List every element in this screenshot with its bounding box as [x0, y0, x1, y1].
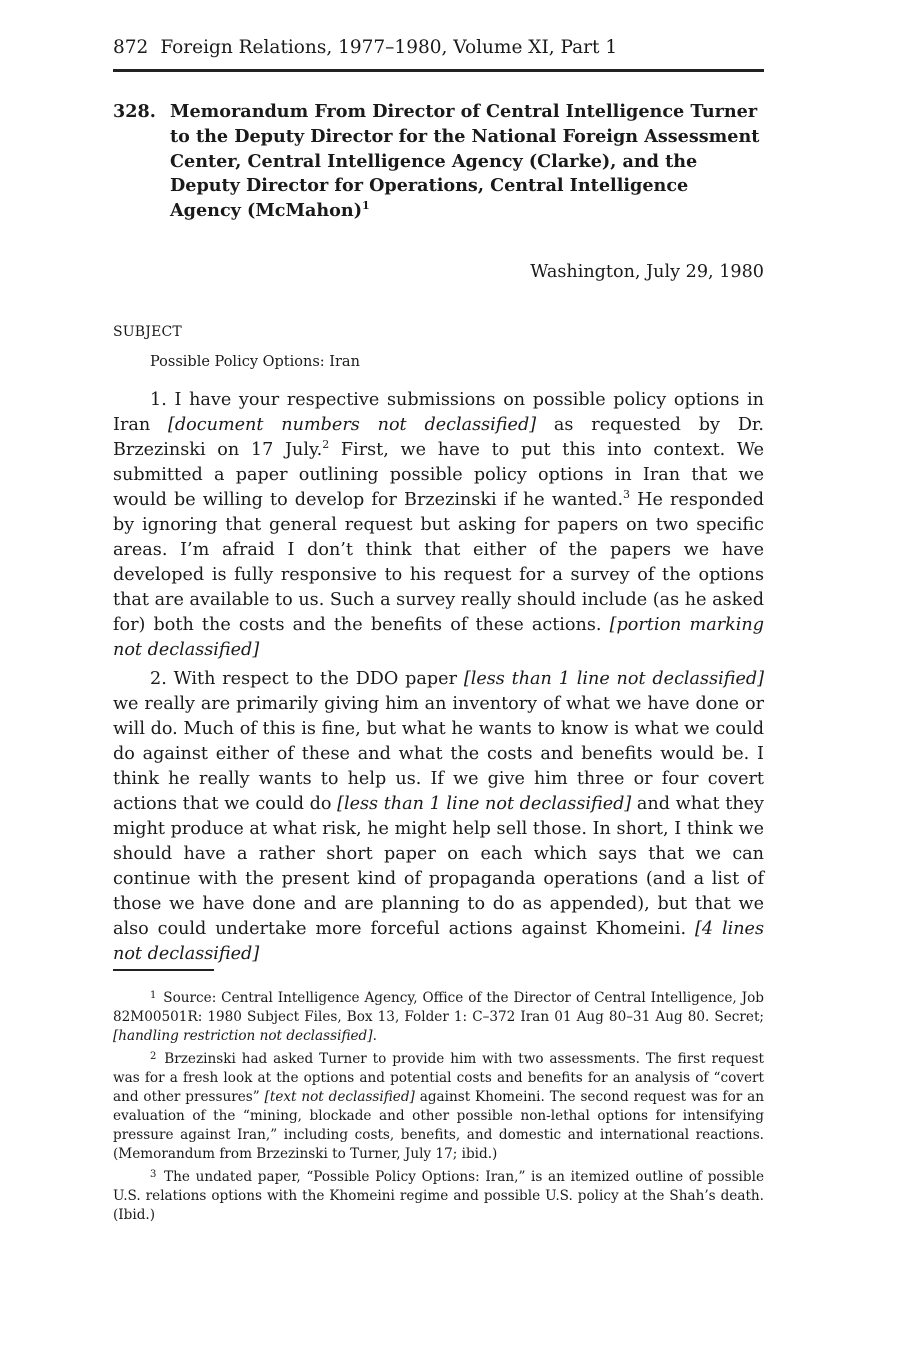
declassification-note: [handling restriction not declassified] — [113, 1028, 373, 1044]
declassification-note: [less than 1 line not declassified] — [463, 669, 764, 689]
running-header — [113, 37, 764, 58]
footnote-rule — [113, 969, 214, 971]
dateline: Washington, July 29, 1980 — [530, 262, 764, 282]
declassification-note: [4 lines not declassified] — [113, 919, 764, 964]
footnote-text: Brzezinski had asked Turner to provide him with two assessments. The first request was for a fresh look at the options and potential costs and benefits for an analysis of “covert and other pressures” — [113, 1051, 764, 1105]
paragraph-text: First, we have to put this into context. We submitted a paper outlining possible policy options in Iran that we would be willing to develop for Brzezinski if he wanted. — [113, 440, 764, 510]
paragraph-text: 2. With respect to the DDO paper — [150, 669, 464, 689]
subject-text: Possible Policy Options: Iran — [150, 354, 360, 370]
paragraph-1 — [113, 388, 764, 663]
document-number: 328. — [113, 101, 156, 122]
paragraph-2 — [113, 667, 764, 967]
footnote-ref-3[interactable]: 3 — [623, 488, 631, 502]
declassification-note: [document numbers not declassified] — [168, 415, 537, 435]
footnote-text: . — [372, 1028, 377, 1044]
header-rule — [113, 69, 764, 72]
series-title: Foreign Relations, 1977–1980, Volume XI, Part 1 — [160, 37, 618, 58]
footnote-ref-1[interactable]: 1 — [362, 199, 370, 213]
footnote-2 — [113, 1050, 764, 1164]
footnote-3 — [113, 1168, 764, 1225]
declassification-note: [text not declassified] — [264, 1089, 415, 1105]
page-number: 872 — [113, 37, 149, 58]
footnote-text: Source: Central Intelligence Agency, Office of the Director of Central Intelligence, Job 82M00501R: 1980 Subject Files, Box 13, Folder 1: C–372 Iran 01 Aug 80–31 Aug 80. Secret; — [113, 990, 764, 1025]
subject-label: SUBJECT — [113, 324, 182, 340]
footnotes — [113, 989, 764, 1229]
footnote-ref-2[interactable]: 2 — [322, 438, 330, 452]
paragraph-text: and what they might produce at what risk, he might help sell those. In short, I think we should have a rather short paper on each which says that we can continue with the present kind of propaganda operations (and a list of those we have done and are planning to do as appended), but that we also could undertake more forceful actions against Khomeini. — [113, 794, 764, 939]
document-title — [170, 100, 764, 224]
document-heading — [113, 100, 764, 224]
paragraph-text: we really are primarily giving him an inventory of what we have done or will do. Much of this is fine, but what he wants to know is what we could do against either of these and what the costs and benefits would be. I think he really wants to help us. If we give him three or four covert actions that we could do — [113, 694, 764, 814]
footnote-number: 2 — [150, 1051, 157, 1062]
paragraph-text: He responded by ignoring that general request but asking for papers on two specific areas. I’m afraid I don’t think that either of the papers we have developed is fully responsive to his request for a survey of the options that are available to us. Such a survey really should include (as he asked for) both the costs and the benefits of these actions. — [113, 490, 764, 635]
declassification-note: [less than 1 line not declassified] — [337, 794, 632, 814]
footnote-text: against Khomeini. The second request was for an evaluation of the “mining, blockade and other possible non-lethal options for intensifying pressure against Iran,” including costs, benefits, and domestic and international reactions. (Memorandum from Brzezinski to Turner, July 17; ibid.) — [113, 1089, 764, 1162]
declassification-note: [portion marking not declassified] — [113, 615, 764, 660]
memo-body — [113, 388, 764, 971]
footnote-number: 1 — [150, 990, 157, 1001]
footnote-text: The undated paper, “Possible Policy Options: Iran,” is an itemized outline of possible U.S. relations options with the Khomeini regime and possible U.S. policy at the Shah’s death. (Ibid.) — [113, 1169, 764, 1223]
paragraph-text: 1. I have your respective submissions on possible policy options in Iran — [113, 390, 764, 435]
document-title-text: Memorandum From Director of Central Intelligence Turner to the Deputy Director for the National Foreign Assessment Center, Central Intelligence Agency (Clarke), and the Deputy Director for Operations, Central Intelligence Agency (McMahon) — [170, 101, 760, 222]
footnote-1 — [113, 989, 764, 1046]
footnote-number: 3 — [150, 1169, 157, 1180]
paragraph-text: as requested by Dr. Brzezinski on 17 July. — [113, 415, 764, 460]
